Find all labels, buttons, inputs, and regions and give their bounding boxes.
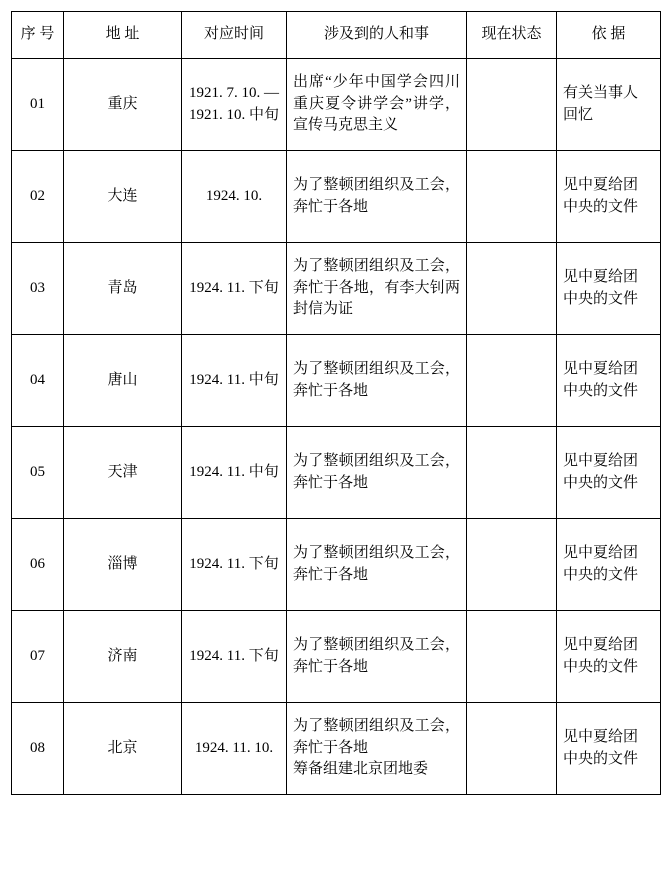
- cell-index: 04: [12, 335, 64, 427]
- cell-basis: [557, 59, 661, 151]
- cell-basis: [557, 611, 661, 703]
- table-header: [12, 12, 661, 59]
- cell-basis: [557, 519, 661, 611]
- table-row: [12, 335, 661, 427]
- cell-time: [182, 243, 287, 335]
- cell-time: [182, 151, 287, 243]
- cell-time: [182, 427, 287, 519]
- cell-people-events: 为了整顿团组织及工会，奔忙于各地: [287, 427, 467, 519]
- cell-address: 济南: [64, 611, 182, 703]
- table-row: [12, 59, 661, 151]
- cell-basis-line2: 中央的文件: [563, 566, 639, 583]
- cell-address: 重庆: [64, 59, 182, 151]
- cell-basis: [557, 243, 661, 335]
- column-header-index: 序 号: [12, 12, 64, 59]
- cell-time-line1: 1924. 11. 下旬: [189, 647, 279, 664]
- column-header-time: 对应时间: [182, 12, 287, 59]
- table-row: [12, 611, 661, 703]
- cell-people-events: [287, 703, 467, 795]
- cell-index: 05: [12, 427, 64, 519]
- column-header-people-events: 涉及到的人和事: [287, 12, 467, 59]
- cell-time-line2: 1921. 10. 中旬: [188, 106, 279, 123]
- table-row: [12, 703, 661, 795]
- cell-people-events: 为了整顿团组织及工会，奔忙于各地: [287, 335, 467, 427]
- cell-time-line1: 1924. 11. 下旬: [189, 555, 279, 572]
- cell-time: [182, 519, 287, 611]
- cell-basis: [557, 427, 661, 519]
- cell-basis-line1: 有关当事人: [563, 84, 639, 101]
- cell-current-state: [467, 427, 557, 519]
- cell-time-line1: 1924. 10.: [205, 187, 263, 204]
- cell-people-events: 为了整顿团组织及工会，奔忙于各地: [287, 151, 467, 243]
- cell-address: 天津: [64, 427, 182, 519]
- cell-basis-line1: 见中夏给团: [563, 636, 639, 653]
- cell-time-line1: 1924. 11. 10.: [194, 739, 274, 756]
- cell-index: 08: [12, 703, 64, 795]
- cell-current-state: [467, 703, 557, 795]
- column-header-address: 地 址: [64, 12, 182, 59]
- cell-basis: [557, 335, 661, 427]
- cell-current-state: [467, 151, 557, 243]
- cell-index: 02: [12, 151, 64, 243]
- cell-basis-line2: 中央的文件: [563, 474, 639, 491]
- cell-current-state: [467, 611, 557, 703]
- cell-basis-line2: 中央的文件: [563, 198, 639, 215]
- cell-basis-line1: 见中夏给团: [563, 268, 639, 285]
- cell-basis-line2: 中央的文件: [563, 382, 639, 399]
- cell-index: 01: [12, 59, 64, 151]
- cell-people-events: 出席“少年中国学会四川重庆夏令讲学会”讲学，宣传马克思主义: [287, 59, 467, 151]
- cell-basis-line1: 见中夏给团: [563, 728, 639, 745]
- cell-people-events-extra: 筹备组建北京团地委: [293, 761, 429, 778]
- cell-basis-line2: 中央的文件: [563, 290, 639, 307]
- table-row: [12, 243, 661, 335]
- cell-index: 06: [12, 519, 64, 611]
- activity-record-table: [11, 11, 661, 795]
- table-row: [12, 427, 661, 519]
- cell-address: 唐山: [64, 335, 182, 427]
- cell-people-events-main: 为了整顿团组织及工会，奔忙于各地: [293, 717, 460, 756]
- cell-time: [182, 703, 287, 795]
- cell-index: 07: [12, 611, 64, 703]
- cell-people-events: 为了整顿团组织及工会，奔忙于各地，有李大钊两封信为证: [287, 243, 467, 335]
- column-header-current-state: 现在状态: [467, 12, 557, 59]
- cell-current-state: [467, 335, 557, 427]
- cell-basis: [557, 703, 661, 795]
- cell-address: 淄博: [64, 519, 182, 611]
- cell-basis-line1: 见中夏给团: [563, 452, 639, 469]
- cell-basis-line2: 中央的文件: [563, 658, 639, 675]
- cell-time-line1: 1924. 11. 中旬: [189, 371, 279, 388]
- cell-basis-line1: 见中夏给团: [563, 360, 639, 377]
- cell-current-state: [467, 519, 557, 611]
- cell-time-line1: 1924. 11. 下旬: [189, 279, 279, 296]
- cell-basis-line2: 回忆: [563, 106, 594, 123]
- cell-people-events: 为了整顿团组织及工会，奔忙于各地: [287, 519, 467, 611]
- cell-time: [182, 335, 287, 427]
- cell-time: [182, 611, 287, 703]
- cell-time-line1: 1921. 7. 10. —: [189, 84, 279, 101]
- column-header-basis: 依 据: [557, 12, 661, 59]
- cell-basis: [557, 151, 661, 243]
- cell-address: 北京: [64, 703, 182, 795]
- table-row: [12, 151, 661, 243]
- cell-people-events: 为了整顿团组织及工会，奔忙于各地: [287, 611, 467, 703]
- cell-index: 03: [12, 243, 64, 335]
- cell-address: 青岛: [64, 243, 182, 335]
- cell-address: 大连: [64, 151, 182, 243]
- table-row: [12, 519, 661, 611]
- cell-time: [182, 59, 287, 151]
- cell-basis-line1: 见中夏给团: [563, 176, 639, 193]
- cell-current-state: [467, 243, 557, 335]
- table-header-row: [12, 12, 661, 59]
- cell-time-line1: 1924. 11. 中旬: [189, 463, 279, 480]
- cell-current-state: [467, 59, 557, 151]
- cell-basis-line2: 中央的文件: [563, 750, 639, 767]
- cell-basis-line1: 见中夏给团: [563, 544, 639, 561]
- table-body: [12, 59, 661, 795]
